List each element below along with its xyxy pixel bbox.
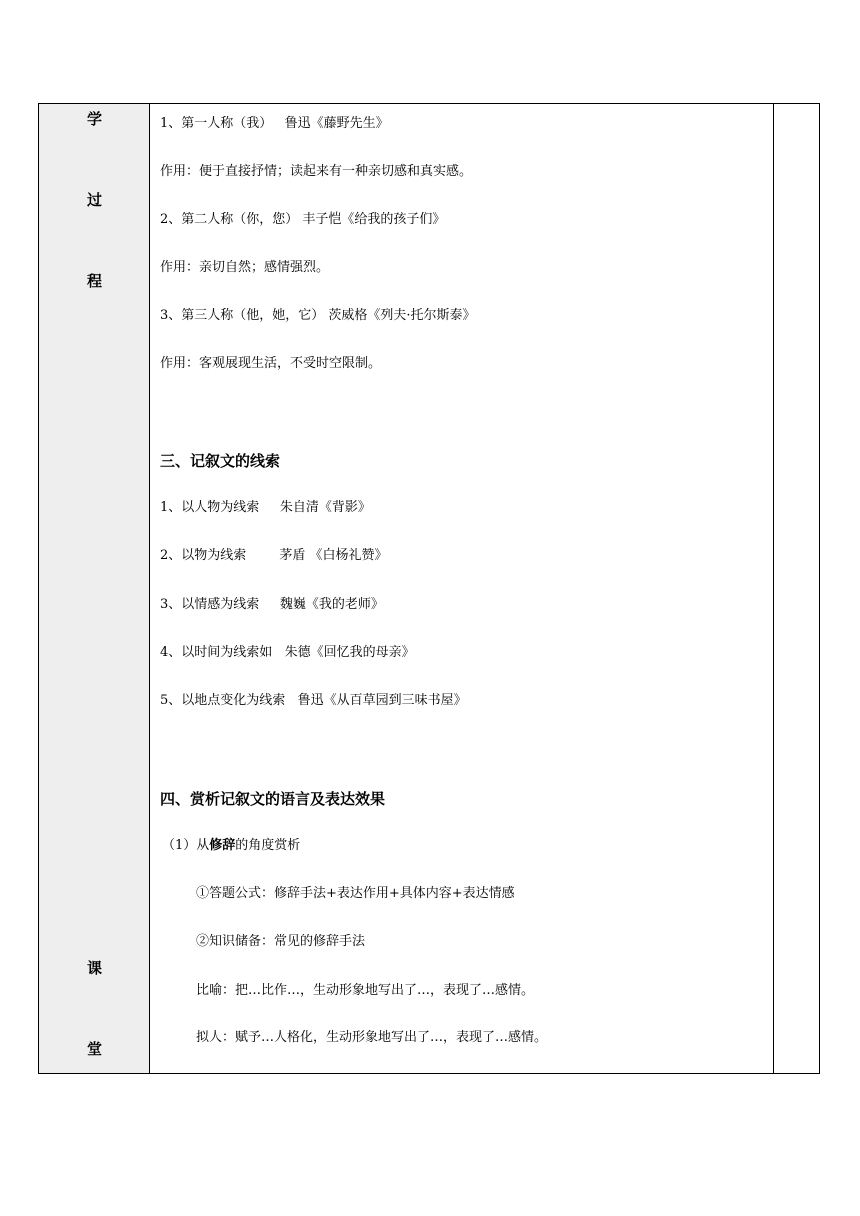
clue-line: 2、以物为线索 茅盾 《白杨礼赞》 [160, 548, 388, 563]
clue-line: 3、以情感为线索 魏巍《我的老师》 [160, 597, 384, 612]
content-line: 1、第一人称（我） 鲁迅《藤野先生》 [160, 116, 389, 131]
rhetoric-line [162, 837, 300, 855]
clue-line: 1、以人物为线索 朱自清《背影》 [160, 500, 371, 515]
clue-line: 4、以时间为线索如 朱德《回忆我的母亲》 [160, 645, 415, 660]
rhetoric-prefix: （1）从 [162, 838, 210, 853]
content-line: 作用：亲切自然；感情强烈。 [160, 260, 330, 275]
notes-column [773, 104, 819, 1073]
rhetoric-suffix: 的角度赏析 [235, 838, 301, 853]
content-line: 作用：便于直接抒情；读起来有一种亲切感和真实感。 [160, 164, 473, 179]
metaphor-line: 比喻：把…比作…，生动形象地写出了…，表现了…感情。 [196, 983, 535, 998]
personification-line: 拟人：赋予…人格化，生动形象地写出了…，表现了…感情。 [196, 1030, 548, 1045]
content-line: 3、第三人称（他，她，它） 茨威格《列夫·托尔斯泰》 [160, 308, 476, 323]
section-label-char: 学 [86, 110, 102, 128]
section-label-char: 堂 [86, 1040, 102, 1058]
rhetoric-keyword: 修辞 [209, 838, 236, 853]
section-label-column [39, 104, 150, 1073]
clue-line: 5、以地点变化为线索 鲁迅《从百草园到三味书屋》 [160, 693, 467, 708]
knowledge-line: ②知识储备：常见的修辞手法 [196, 934, 366, 949]
section-heading: 四、赏析记叙文的语言及表达效果 [160, 790, 386, 808]
section-heading: 三、记叙文的线索 [160, 452, 281, 470]
section-label-char: 过 [86, 191, 102, 209]
section-label-char: 程 [86, 272, 102, 290]
content-line: 作用：客观展现生活，不受时空限制。 [160, 356, 382, 371]
lesson-table [38, 103, 820, 1074]
section-label-char: 课 [86, 959, 102, 977]
formula-line: ①答题公式：修辞手法+表达作用+具体内容+表达情感 [196, 886, 515, 901]
content-line: 2、第二人称（你，您） 丰子恺《给我的孩子们》 [160, 212, 446, 227]
